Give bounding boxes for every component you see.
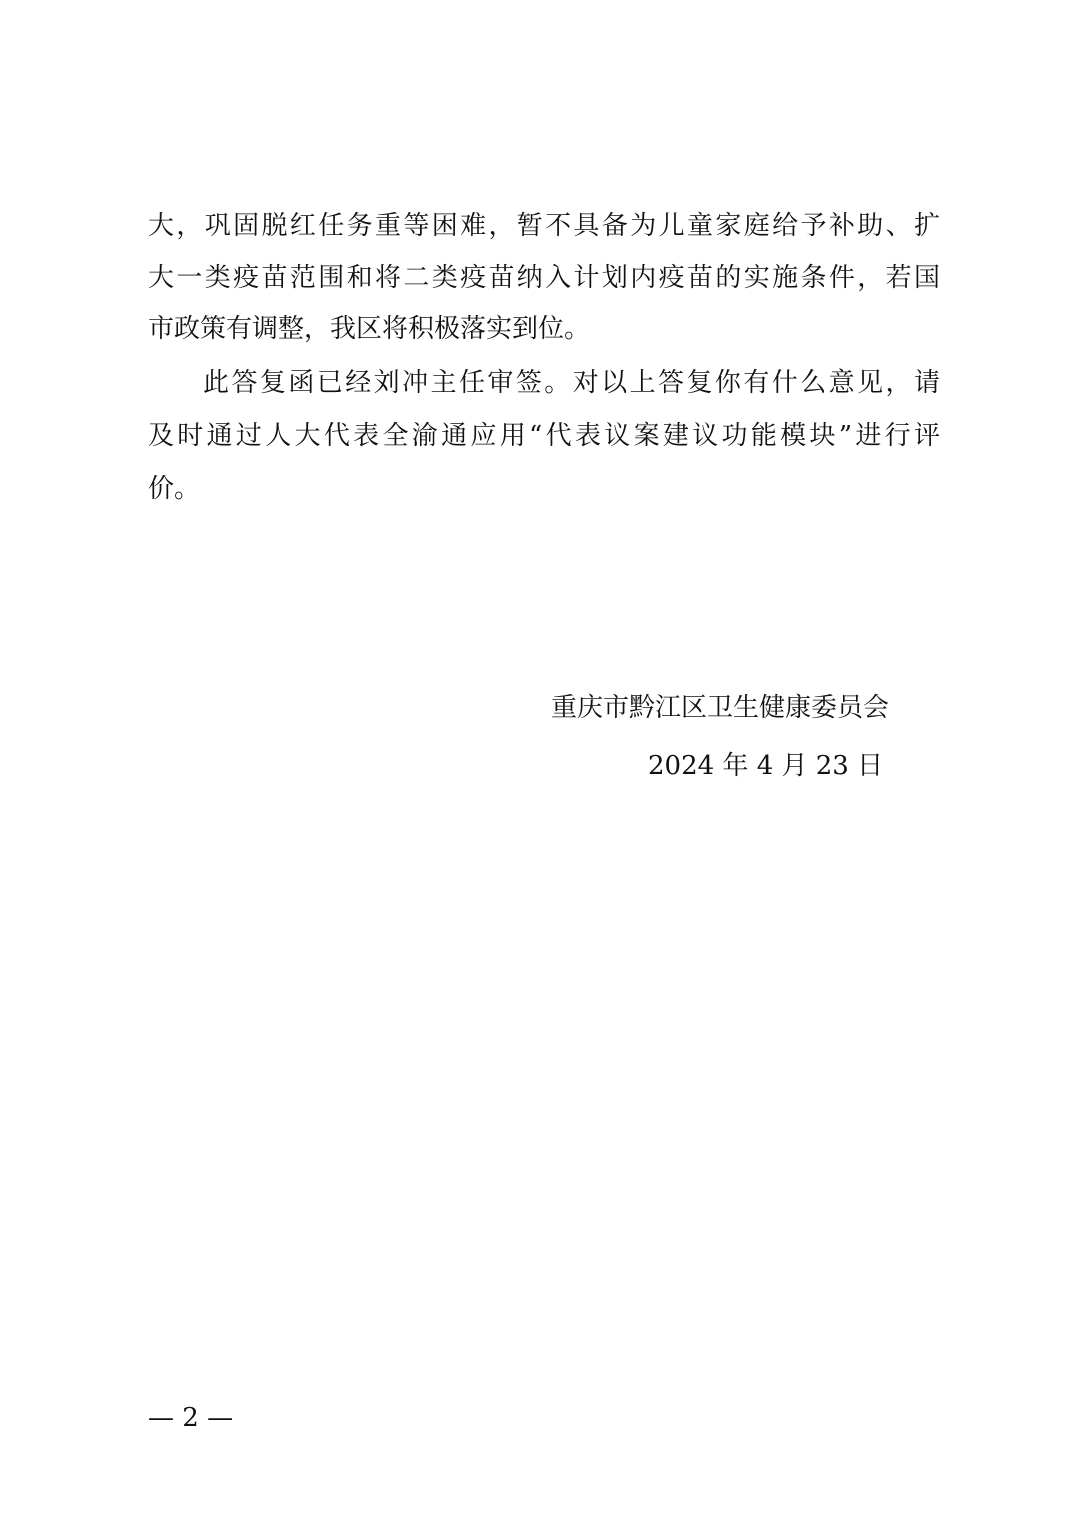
body-line: 大一类疫苗范围和将二类疫苗纳入计划内疫苗的实施条件，若国 [148, 263, 940, 293]
body-line: 及时通过人大代表全渝通应用“代表议案建议功能模块”进行评 [148, 421, 940, 451]
body-line: 价。 [148, 474, 201, 504]
body-line: 市政策有调整，我区将积极落实到位。 [148, 314, 591, 344]
body-line: 大，巩固脱红任务重等困难，暂不具备为儿童家庭给予补助、扩 [148, 211, 940, 241]
signature-date: 2024 年 4 月 23 日 [648, 751, 884, 781]
signature-organization: 重庆市黔江区卫生健康委员会 [551, 693, 890, 723]
page-number: — 2 — [148, 1403, 234, 1433]
body-line: 此答复函已经刘冲主任审签。对以上答复你有什么意见，请 [203, 368, 940, 398]
